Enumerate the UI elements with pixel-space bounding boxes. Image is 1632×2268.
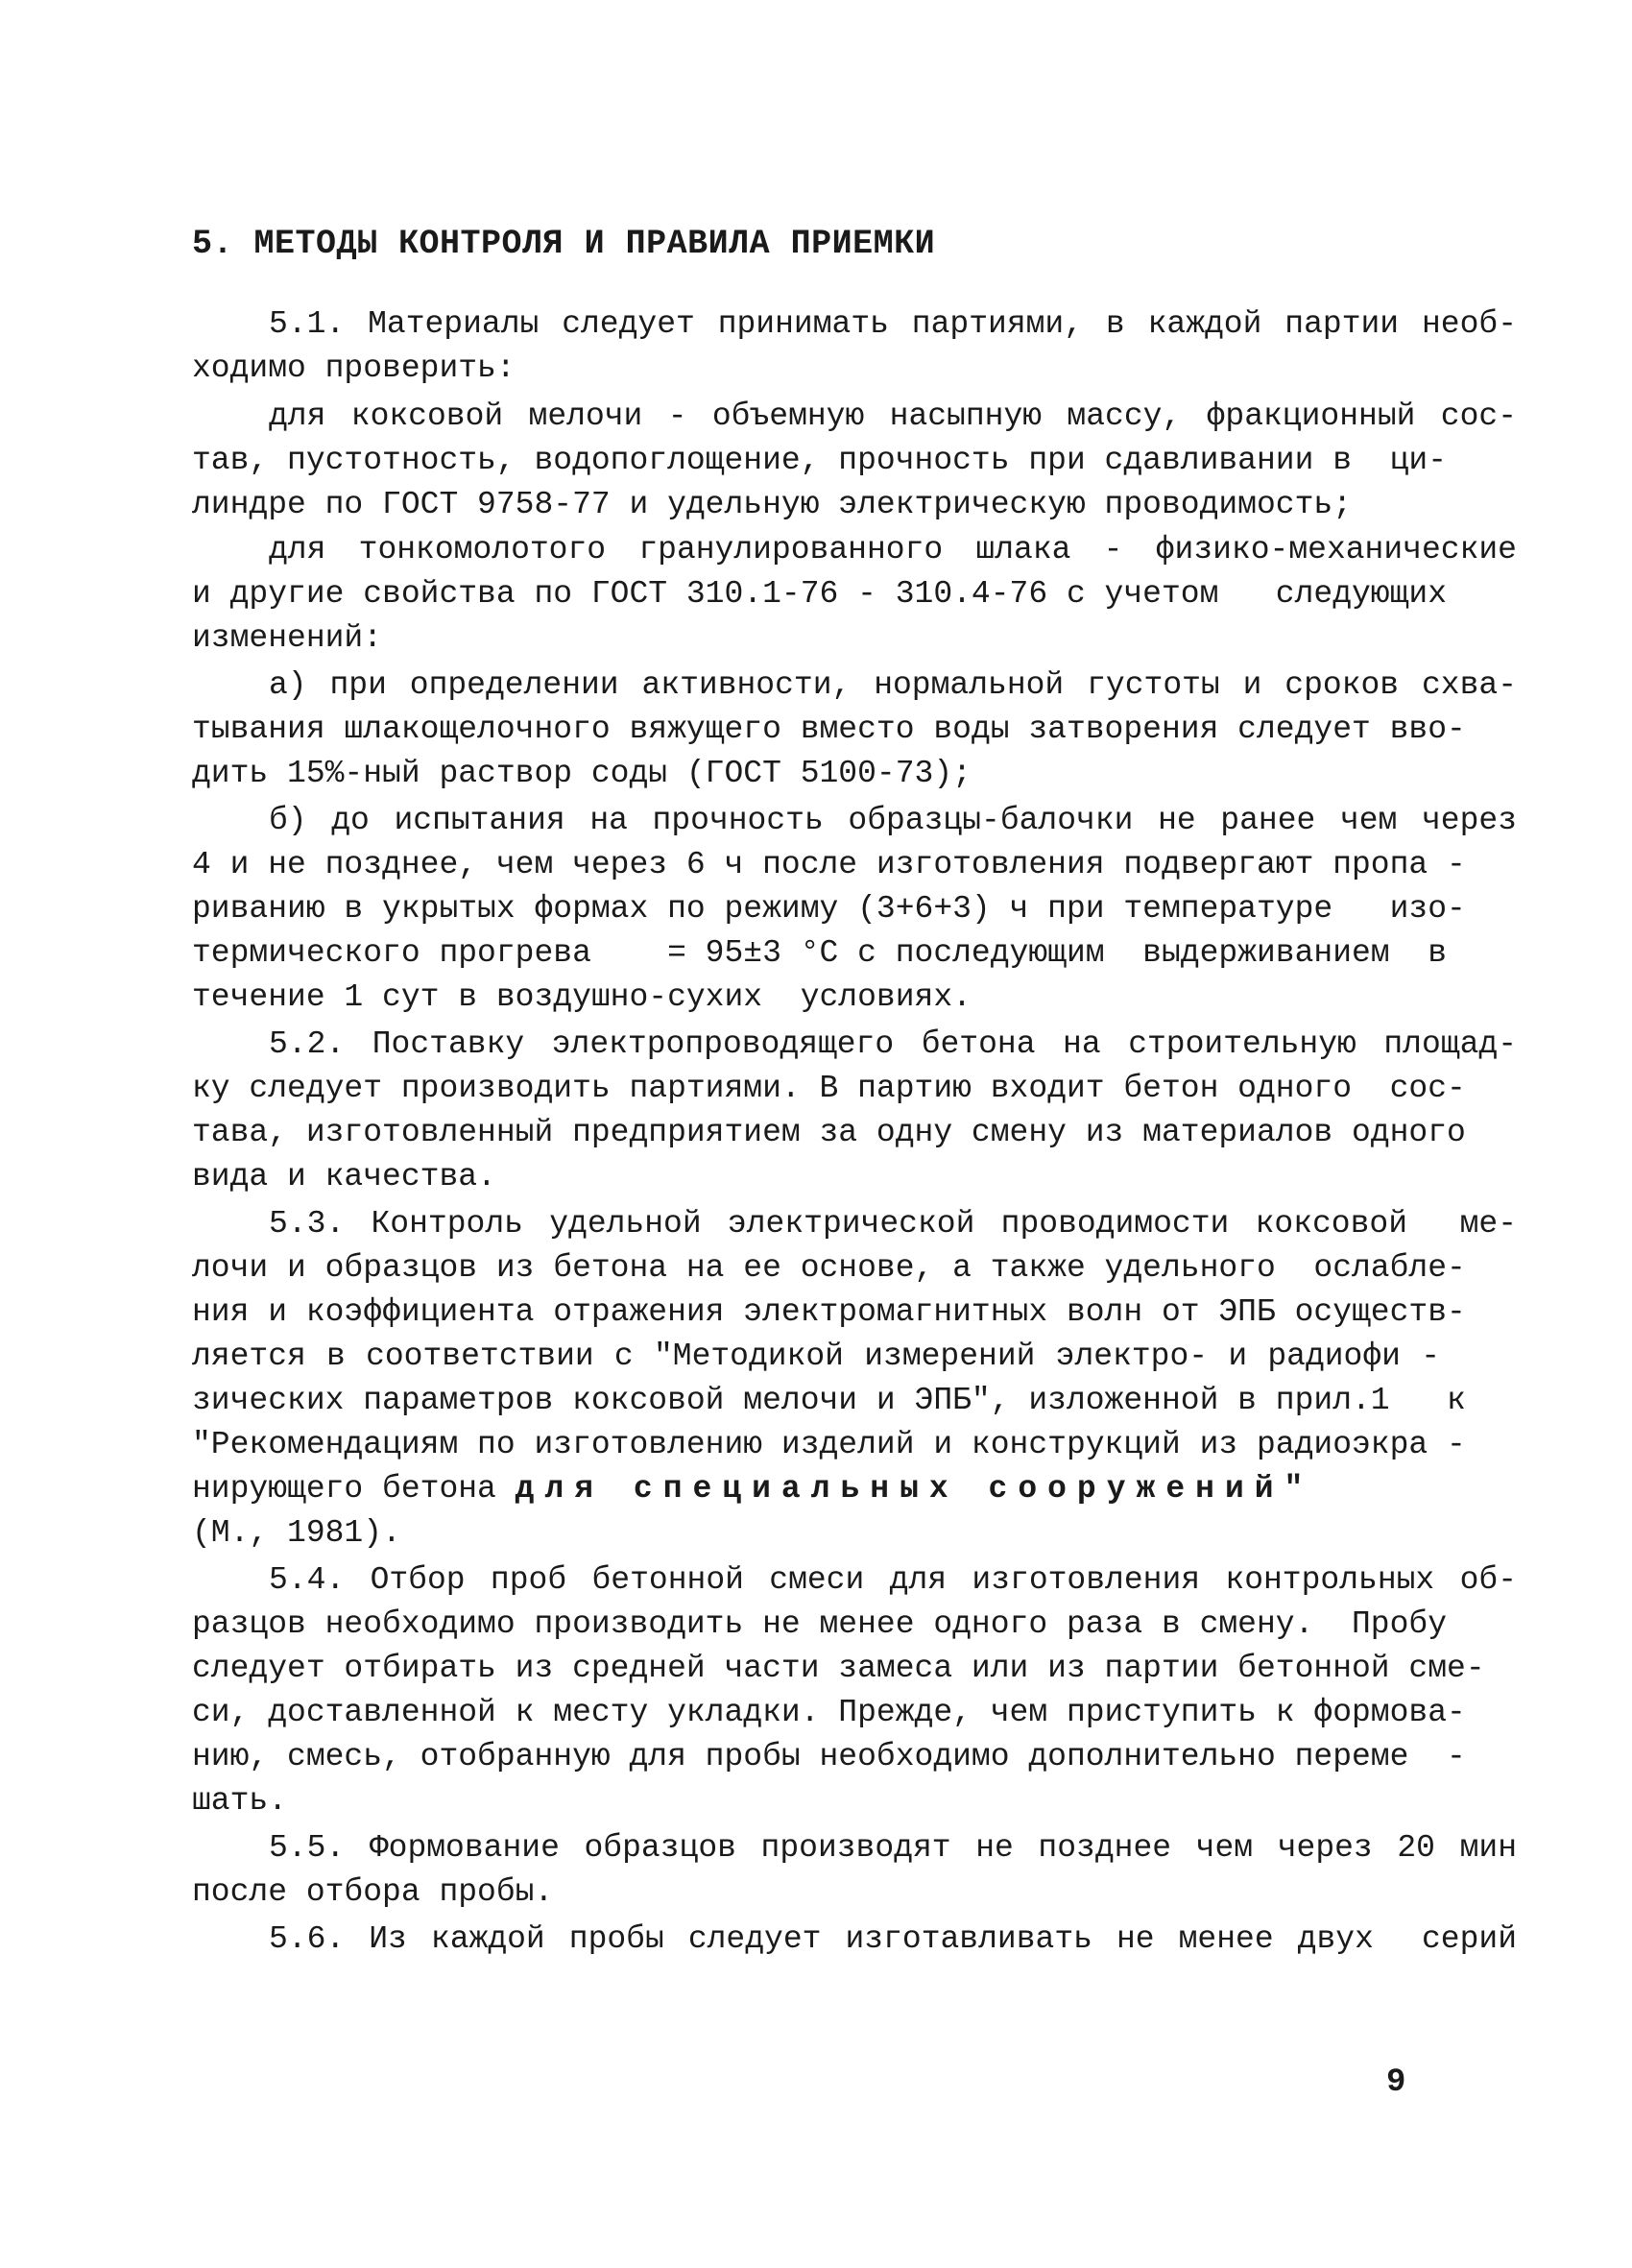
text-line: течение 1 сут в воздушно-сухих условиях.: [192, 979, 972, 1015]
text-line: ния и коэффициента отражения электромагнитных волн от ЭПБ осуществ-: [192, 1294, 1466, 1330]
section-heading: 5. МЕТОДЫ КОНТРОЛЯ И ПРАВИЛА ПРИЕМКИ: [192, 225, 936, 263]
text-line: термического прогрева = 95±3 °С с последующим выдерживанием в: [192, 935, 1448, 971]
text-line: дить 15%-ный раствор соды (ГОСТ 5100-73);: [192, 756, 972, 791]
text-line: следует отбирать из средней части замеса или из партии бетонной сме-: [192, 1651, 1485, 1686]
text-line: зических параметров коксовой мелочи и ЭПБ", изложенной в прил.1 к: [192, 1383, 1466, 1418]
text-line: вида и качества.: [192, 1159, 496, 1194]
text-line: лочи и образцов из бетона на ее основе, а также удельного ослабле-: [192, 1250, 1466, 1286]
text-line: и другие свойства по ГОСТ 310.1-76 - 310.4-76 с учетом следующих: [192, 576, 1448, 612]
text-line: 5.1. Материалы следует принимать партиями, в каждой партии необ-: [269, 306, 1517, 342]
text-line: 5.3. Контроль удельной электрической проводимости коксовой ме-: [269, 1206, 1517, 1242]
text-line: нию, смесь, отобранную для пробы необходимо дополнительно переме -: [192, 1739, 1466, 1774]
text-line: для тонкомолотого гранулированного шлака - физико-механические: [269, 532, 1517, 567]
text-segment: нирующего бетона: [192, 1471, 496, 1507]
text-line: разцов необходимо производить не менее одного раза в смену. Пробу: [192, 1606, 1448, 1642]
text-line: ходимо проверить:: [192, 350, 516, 386]
text-line: а) при определении активности, нормальной густоты и сроков схва-: [269, 667, 1517, 703]
text-line: линдре по ГОСТ 9758-77 и удельную электрическую проводимость;: [192, 487, 1352, 522]
page-number: 9: [1386, 2064, 1406, 2101]
text-line: тав, пустотность, водопоглощение, прочность при сдавливании в ци-: [192, 443, 1448, 478]
text-line: си, доставленной к месту укладки. Прежде, чем приступить к формова-: [192, 1695, 1466, 1730]
text-line: 5.6. Из каждой пробы следует изготавливать не менее двух серий: [269, 1921, 1517, 1957]
text-line: 4 и не позднее, чем через 6 ч после изготовления подвергают пропа -: [192, 847, 1466, 882]
text-line: для коксовой мелочи - объемную насыпную массу, фракционный сос-: [269, 398, 1517, 434]
text-line: риванию в укрытых формах по режиму (3+6+3) ч при температуре изо-: [192, 891, 1466, 927]
text-line: тывания шлакощелочного вяжущего вместо воды затворения следует вво-: [192, 712, 1466, 747]
text-line: ляется в соответствии с "Методикой измерений электро- и радиофи -: [192, 1339, 1440, 1374]
text-line: шать.: [192, 1783, 288, 1819]
text-line: 5.5. Формование образцов производят не позднее чем через 20 мин: [269, 1830, 1517, 1866]
text-line: после отбора пробы.: [192, 1874, 554, 1910]
text-line: б) до испытания на прочность образцы-балочки не ранее чем через: [269, 803, 1517, 838]
text-line: 5.2. Поставку электропроводящего бетона на строительную площад-: [269, 1026, 1517, 1062]
text-line: 5.4. Отбор проб бетонной смеси для изготовления контрольных об-: [269, 1562, 1517, 1598]
text-line: изменений:: [192, 620, 383, 656]
spaced-phrase: для специальных сооружений": [515, 1471, 1314, 1507]
text-line: ку следует производить партиями. В партию входит бетон одного сос-: [192, 1071, 1466, 1106]
text-line: тава, изготовленный предприятием за одну смену из материалов одного: [192, 1115, 1466, 1150]
text-line: "Рекомендациям по изготовлению изделий и конструкций из радиоэкра -: [192, 1427, 1466, 1462]
text-line-with-spaced: [192, 1467, 1440, 1511]
text-line: (М., 1981).: [192, 1515, 401, 1551]
